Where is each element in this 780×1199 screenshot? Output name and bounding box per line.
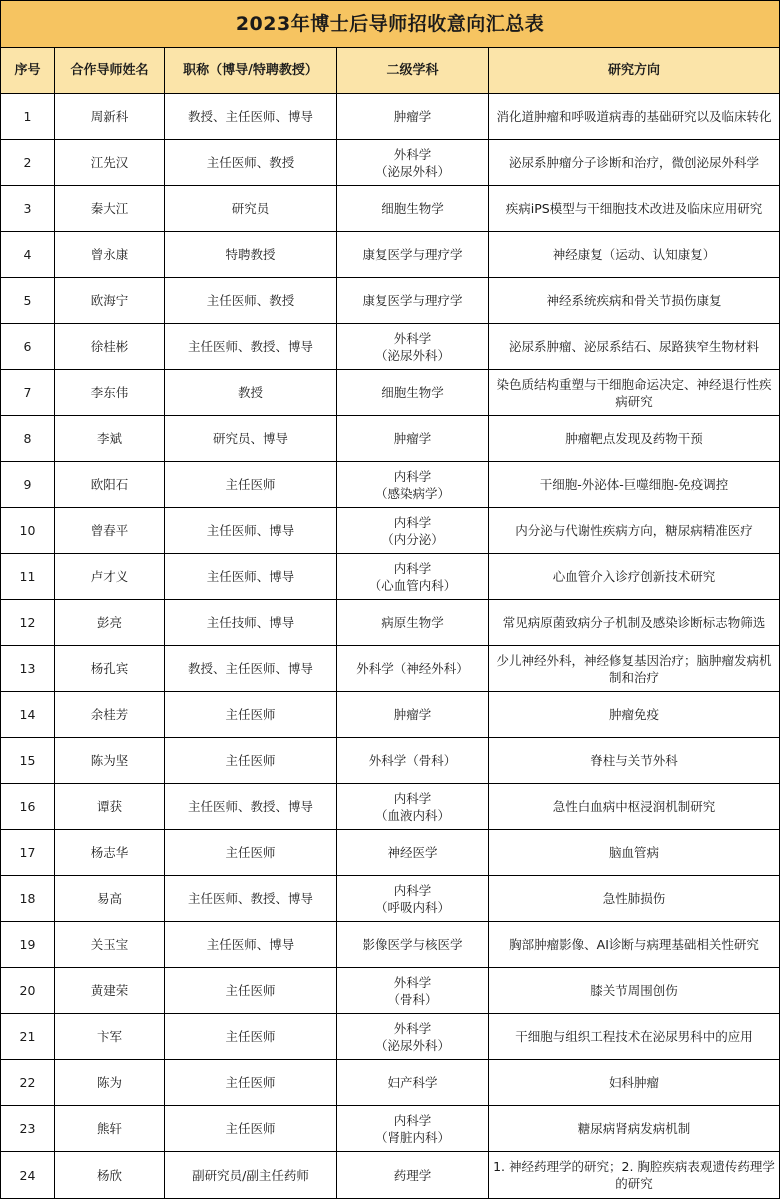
- supervisor-name: 余桂芳: [55, 692, 165, 738]
- table-row: [1, 324, 780, 370]
- research-direction: 急性肺损伤: [489, 876, 780, 922]
- secondary-discipline: [337, 186, 489, 232]
- supervisor-name: 熊轩: [55, 1106, 165, 1152]
- supervisor-name: 江先汉: [55, 140, 165, 186]
- row-number: 9: [1, 462, 55, 508]
- secondary-discipline: [337, 646, 489, 692]
- discipline-line: （心血管内科）: [368, 577, 457, 593]
- title-row: [1, 1, 780, 48]
- row-number: 14: [1, 692, 55, 738]
- discipline-line: 康复医学与理疗学: [362, 293, 463, 308]
- discipline-line: 康复医学与理疗学: [362, 247, 463, 262]
- discipline-line: （泌尿外科）: [374, 163, 450, 179]
- secondary-discipline: [337, 1060, 489, 1106]
- row-number: 15: [1, 738, 55, 784]
- professional-title: 主任医师、教授: [165, 278, 337, 324]
- secondary-discipline: [337, 370, 489, 416]
- secondary-discipline: [337, 600, 489, 646]
- table-row: [1, 738, 780, 784]
- secondary-discipline: [337, 232, 489, 278]
- table-row: [1, 554, 780, 600]
- discipline-line: （泌尿外科）: [374, 1037, 450, 1053]
- supervisor-name: 周新科: [55, 94, 165, 140]
- professional-title: 主任医师、教授、博导: [165, 876, 337, 922]
- supervisor-name: 曾春平: [55, 508, 165, 554]
- table-row: [1, 876, 780, 922]
- table-row: [1, 968, 780, 1014]
- professional-title: 副研究员/副主任药师: [165, 1152, 337, 1199]
- table-title: 2023年博士后导师招收意向汇总表: [1, 1, 780, 48]
- table-row: [1, 370, 780, 416]
- row-number: 19: [1, 922, 55, 968]
- professional-title: 主任医师、教授、博导: [165, 784, 337, 830]
- row-number: 11: [1, 554, 55, 600]
- professional-title: 特聘教授: [165, 232, 337, 278]
- professional-title: 主任医师、博导: [165, 554, 337, 600]
- research-direction: 肿瘤靶点发现及药物干预: [489, 416, 780, 462]
- professional-title: 研究员、博导: [165, 416, 337, 462]
- row-number: 7: [1, 370, 55, 416]
- discipline-line: （内分泌）: [381, 531, 444, 547]
- research-direction: 干细胞与组织工程技术在泌尿男科中的应用: [489, 1014, 780, 1060]
- supervisor-name: 李东伟: [55, 370, 165, 416]
- table-row: [1, 278, 780, 324]
- table-row: [1, 94, 780, 140]
- secondary-discipline: [337, 1106, 489, 1152]
- discipline-line: （骨科）: [387, 991, 438, 1007]
- research-direction: 脑血管病: [489, 830, 780, 876]
- research-direction: 1. 神经药理学的研究；2. 胸腔疾病表观遗传药理学的研究: [489, 1152, 780, 1199]
- row-number: 2: [1, 140, 55, 186]
- research-direction: 心血管介入诊疗创新技术研究: [489, 554, 780, 600]
- discipline-line: （泌尿外科）: [374, 347, 450, 363]
- supervisor-name: 陈为坚: [55, 738, 165, 784]
- row-number: 23: [1, 1106, 55, 1152]
- supervisor-name: 欧阳石: [55, 462, 165, 508]
- discipline-line: 外科学（神经外科）: [356, 661, 469, 676]
- discipline-line: 外科学: [393, 1020, 432, 1036]
- professional-title: 主任医师: [165, 738, 337, 784]
- research-direction: 糖尿病肾病发病机制: [489, 1106, 780, 1152]
- supervisor-name: 陈为: [55, 1060, 165, 1106]
- secondary-discipline: [337, 554, 489, 600]
- header-row: [1, 48, 780, 94]
- row-number: 22: [1, 1060, 55, 1106]
- discipline-line: 内科学: [393, 790, 432, 806]
- table-body: [1, 94, 780, 1199]
- row-number: 1: [1, 94, 55, 140]
- secondary-discipline: [337, 738, 489, 784]
- research-direction: 膝关节周围创伤: [489, 968, 780, 1014]
- professional-title: 教授: [165, 370, 337, 416]
- supervisor-name: 谭获: [55, 784, 165, 830]
- discipline-line: 肿瘤学: [393, 431, 432, 446]
- research-direction: 消化道肿瘤和呼吸道病毒的基础研究以及临床转化: [489, 94, 780, 140]
- discipline-line: 肿瘤学: [393, 109, 432, 124]
- secondary-discipline: [337, 968, 489, 1014]
- research-direction: 妇科肿瘤: [489, 1060, 780, 1106]
- header-research-direction: 研究方向: [489, 48, 780, 94]
- row-number: 17: [1, 830, 55, 876]
- secondary-discipline: [337, 1152, 489, 1199]
- row-number: 12: [1, 600, 55, 646]
- discipline-line: 影像医学与核医学: [362, 937, 463, 952]
- discipline-line: 神经医学: [387, 845, 438, 860]
- professional-title: 主任医师: [165, 692, 337, 738]
- professional-title: 主任技师、博导: [165, 600, 337, 646]
- secondary-discipline: [337, 508, 489, 554]
- professional-title: 主任医师: [165, 1014, 337, 1060]
- research-direction: 干细胞-外泌体-巨噬细胞-免疫调控: [489, 462, 780, 508]
- header-supervisor-name: 合作导师姓名: [55, 48, 165, 94]
- research-direction: 疾病iPS模型与干细胞技术改进及临床应用研究: [489, 186, 780, 232]
- secondary-discipline: [337, 278, 489, 324]
- table-row: [1, 462, 780, 508]
- discipline-line: 细胞生物学: [381, 385, 444, 400]
- supervisor-name: 卞军: [55, 1014, 165, 1060]
- discipline-line: 内科学: [393, 560, 432, 576]
- row-number: 4: [1, 232, 55, 278]
- professional-title: 主任医师: [165, 968, 337, 1014]
- supervisor-name: 易高: [55, 876, 165, 922]
- table-row: [1, 1014, 780, 1060]
- row-number: 3: [1, 186, 55, 232]
- header-number: 序号: [1, 48, 55, 94]
- row-number: 16: [1, 784, 55, 830]
- discipline-line: （感染病学）: [374, 485, 450, 501]
- secondary-discipline: [337, 784, 489, 830]
- row-number: 18: [1, 876, 55, 922]
- table-row: [1, 692, 780, 738]
- secondary-discipline: [337, 830, 489, 876]
- header-professional-title: 职称（博导/特聘教授）: [165, 48, 337, 94]
- supervisor-name: 李斌: [55, 416, 165, 462]
- discipline-line: 病原生物学: [381, 615, 444, 630]
- professional-title: 主任医师: [165, 1106, 337, 1152]
- discipline-line: （肾脏内科）: [374, 1129, 450, 1145]
- secondary-discipline: [337, 416, 489, 462]
- professional-title: 主任医师、博导: [165, 508, 337, 554]
- row-number: 20: [1, 968, 55, 1014]
- discipline-line: 细胞生物学: [381, 201, 444, 216]
- research-direction: 少儿神经外科，神经修复基因治疗；脑肿瘤发病机制和治疗: [489, 646, 780, 692]
- table-row: [1, 232, 780, 278]
- secondary-discipline: [337, 876, 489, 922]
- table-row: [1, 508, 780, 554]
- supervisor-name: 秦大江: [55, 186, 165, 232]
- research-direction: 急性白血病中枢浸润机制研究: [489, 784, 780, 830]
- research-direction: 染色质结构重塑与干细胞命运决定、神经退行性疾病研究: [489, 370, 780, 416]
- discipline-line: 内科学: [393, 468, 432, 484]
- row-number: 13: [1, 646, 55, 692]
- table-row: [1, 784, 780, 830]
- secondary-discipline: [337, 94, 489, 140]
- secondary-discipline: [337, 692, 489, 738]
- research-direction: 脊柱与关节外科: [489, 738, 780, 784]
- professional-title: 研究员: [165, 186, 337, 232]
- professional-title: 教授、主任医师、博导: [165, 646, 337, 692]
- supervisor-name: 曾永康: [55, 232, 165, 278]
- table-row: [1, 646, 780, 692]
- discipline-line: 内科学: [393, 882, 432, 898]
- supervisor-name: 杨孔宾: [55, 646, 165, 692]
- professional-title: 主任医师: [165, 830, 337, 876]
- professional-title: 主任医师、教授: [165, 140, 337, 186]
- professional-title: 主任医师、教授、博导: [165, 324, 337, 370]
- discipline-line: 药理学: [393, 1167, 432, 1183]
- table-row: [1, 1106, 780, 1152]
- secondary-discipline: [337, 324, 489, 370]
- row-number: 8: [1, 416, 55, 462]
- discipline-line: 内科学: [393, 1112, 432, 1128]
- discipline-line: 妇产科学: [387, 1075, 438, 1090]
- discipline-line: 外科学（骨科）: [368, 753, 457, 768]
- supervisor-name: 徐桂彬: [55, 324, 165, 370]
- row-number: 21: [1, 1014, 55, 1060]
- table-row: [1, 922, 780, 968]
- research-direction: 内分泌与代谢性疾病方向，糖尿病精准医疗: [489, 508, 780, 554]
- research-direction: 泌尿系肿瘤分子诊断和治疗，微创泌尿外科学: [489, 140, 780, 186]
- table-row: [1, 1060, 780, 1106]
- table-row: [1, 140, 780, 186]
- row-number: 6: [1, 324, 55, 370]
- research-direction: 神经康复（运动、认知康复）: [489, 232, 780, 278]
- table-row: [1, 600, 780, 646]
- discipline-line: （呼吸内科）: [374, 899, 450, 915]
- header-secondary-discipline: 二级学科: [337, 48, 489, 94]
- secondary-discipline: [337, 462, 489, 508]
- professional-title: 主任医师、博导: [165, 922, 337, 968]
- supervisor-name: 关玉宝: [55, 922, 165, 968]
- row-number: 10: [1, 508, 55, 554]
- secondary-discipline: [337, 922, 489, 968]
- discipline-line: 内科学: [393, 514, 432, 530]
- professional-title: 主任医师: [165, 462, 337, 508]
- professional-title: 教授、主任医师、博导: [165, 94, 337, 140]
- supervisor-name: 彭亮: [55, 600, 165, 646]
- table-row: [1, 1152, 780, 1199]
- supervisor-name: 黄建荣: [55, 968, 165, 1014]
- supervisor-name: 欧海宁: [55, 278, 165, 324]
- row-number: 24: [1, 1152, 55, 1199]
- discipline-line: 外科学: [393, 146, 432, 162]
- research-direction: 常见病原菌致病分子机制及感染诊断标志物筛选: [489, 600, 780, 646]
- discipline-line: 肿瘤学: [393, 707, 432, 722]
- supervisor-name: 杨欣: [55, 1152, 165, 1199]
- supervisor-name: 杨志华: [55, 830, 165, 876]
- discipline-line: 外科学: [393, 974, 432, 990]
- secondary-discipline: [337, 140, 489, 186]
- discipline-line: （血液内科）: [374, 807, 450, 823]
- table-row: [1, 416, 780, 462]
- research-direction: 神经系统疾病和骨关节损伤康复: [489, 278, 780, 324]
- research-direction: 泌尿系肿瘤、泌尿系结石、尿路狭窄生物材料: [489, 324, 780, 370]
- supervisor-name: 卢才义: [55, 554, 165, 600]
- secondary-discipline: [337, 1014, 489, 1060]
- table-row: [1, 830, 780, 876]
- row-number: 5: [1, 278, 55, 324]
- discipline-line: 外科学: [393, 330, 432, 346]
- research-direction: 肿瘤免疫: [489, 692, 780, 738]
- professional-title: 主任医师: [165, 1060, 337, 1106]
- research-direction: 胸部肿瘤影像、AI诊断与病理基础相关性研究: [489, 922, 780, 968]
- table-row: [1, 186, 780, 232]
